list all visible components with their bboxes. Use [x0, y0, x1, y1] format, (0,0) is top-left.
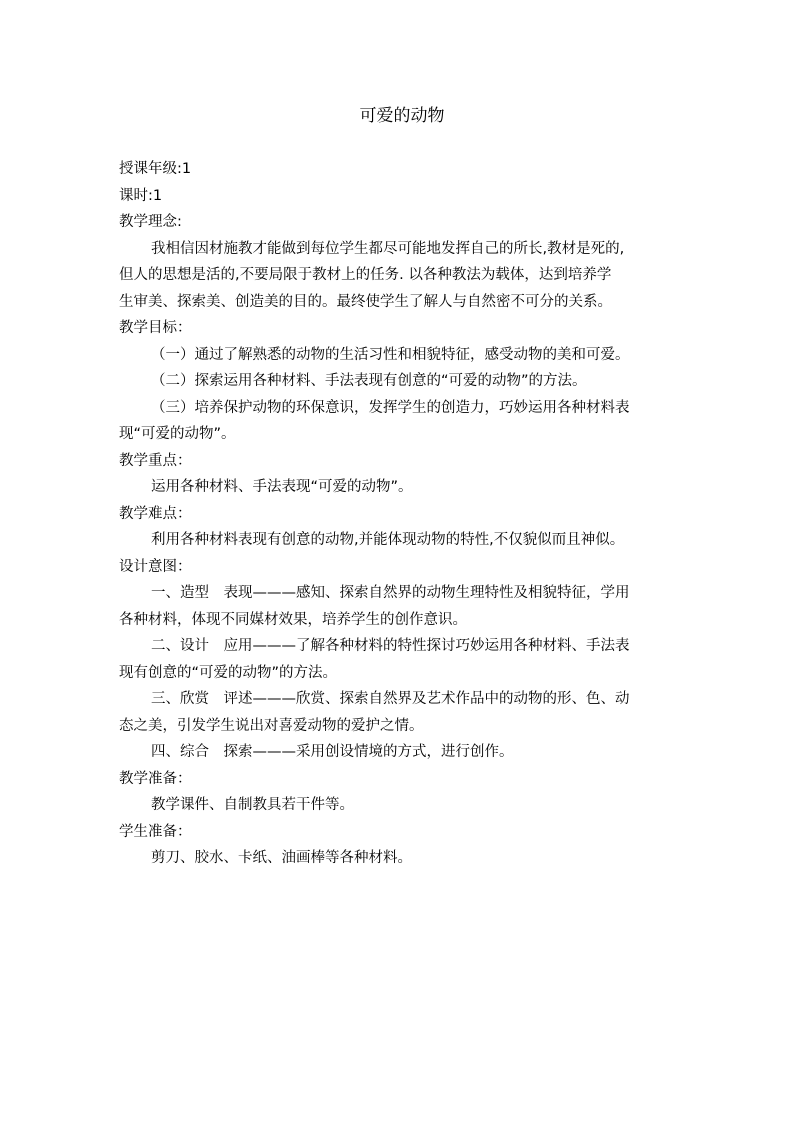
text-line: 我相信因材施教才能做到每位学生都尽可能地发挥自己的所长,教材是死的,	[151, 240, 625, 257]
text-line: 学生准备：	[119, 823, 192, 840]
text-line: 教学难点：	[119, 505, 192, 522]
text-line: （三）培养保护动物的环保意识，发挥学生的创造力，巧妙运用各种材料表	[151, 399, 630, 416]
text-line: 态之美，引发学生说出对喜爱动物的爱护之情。	[119, 717, 424, 734]
text-line: 教学重点：	[119, 452, 192, 469]
text-line: 教学理念:	[119, 214, 182, 230]
document-title: 可爱的动物	[359, 106, 445, 126]
text-line: 四、综合 探索———采用创设情境的方式，进行创作。	[151, 744, 514, 760]
document-body	[119, 156, 685, 872]
text-line: 各种材料，体现不同媒材效果，培养学生的创作意识。	[119, 611, 467, 628]
text-line: 教学准备：	[119, 770, 192, 787]
text-line: 设计意图：	[119, 558, 192, 575]
text-line: 二、设计 应用———了解各种材料的特性探讨巧妙运用各种材料、手法表	[151, 638, 630, 654]
text-line: 授课年级:1	[119, 161, 192, 177]
text-line: （二）探索运用各种材料、手法表现有创意的“可爱的动物”的方法。	[151, 373, 587, 389]
text-line: 但人的思想是活的,不要局限于教材上的任务. 以各种教法为载体，达到培养学	[119, 267, 612, 283]
text-line: 三、欣赏 评述———欣赏、探索自然界及艺术作品中的动物的形、色、动	[151, 691, 630, 707]
text-line: 课时:1	[119, 187, 163, 204]
text-line: 剪刀、胶水、卡纸、油画棒等各种材料。	[151, 850, 412, 866]
text-line: 运用各种材料、手法表现“可爱的动物”。	[151, 479, 413, 495]
document-page	[119, 102, 685, 872]
text-line: 利用各种材料表现有创意的动物,并能体现动物的特性,不仅貌似而且神似。	[151, 532, 625, 548]
text-line: 生审美、探索美、创造美的目的。最终使学生了解人与自然密不可分的关系。	[119, 293, 612, 310]
text-line: （一）通过了解熟悉的动物的生活习性和相貌特征，感受动物的美和可爱。	[151, 346, 630, 363]
text-line: 现有创意的“可爱的动物”的方法。	[119, 664, 338, 681]
text-line: 教学目标：	[119, 320, 192, 336]
text-line: 教学课件、自制教具若干件等。	[151, 797, 354, 813]
text-line: 现“可爱的动物”。	[119, 426, 236, 442]
text-line: 一、造型 表现———感知、探索自然界的动物生理特性及相貌特征，学用	[151, 585, 630, 601]
